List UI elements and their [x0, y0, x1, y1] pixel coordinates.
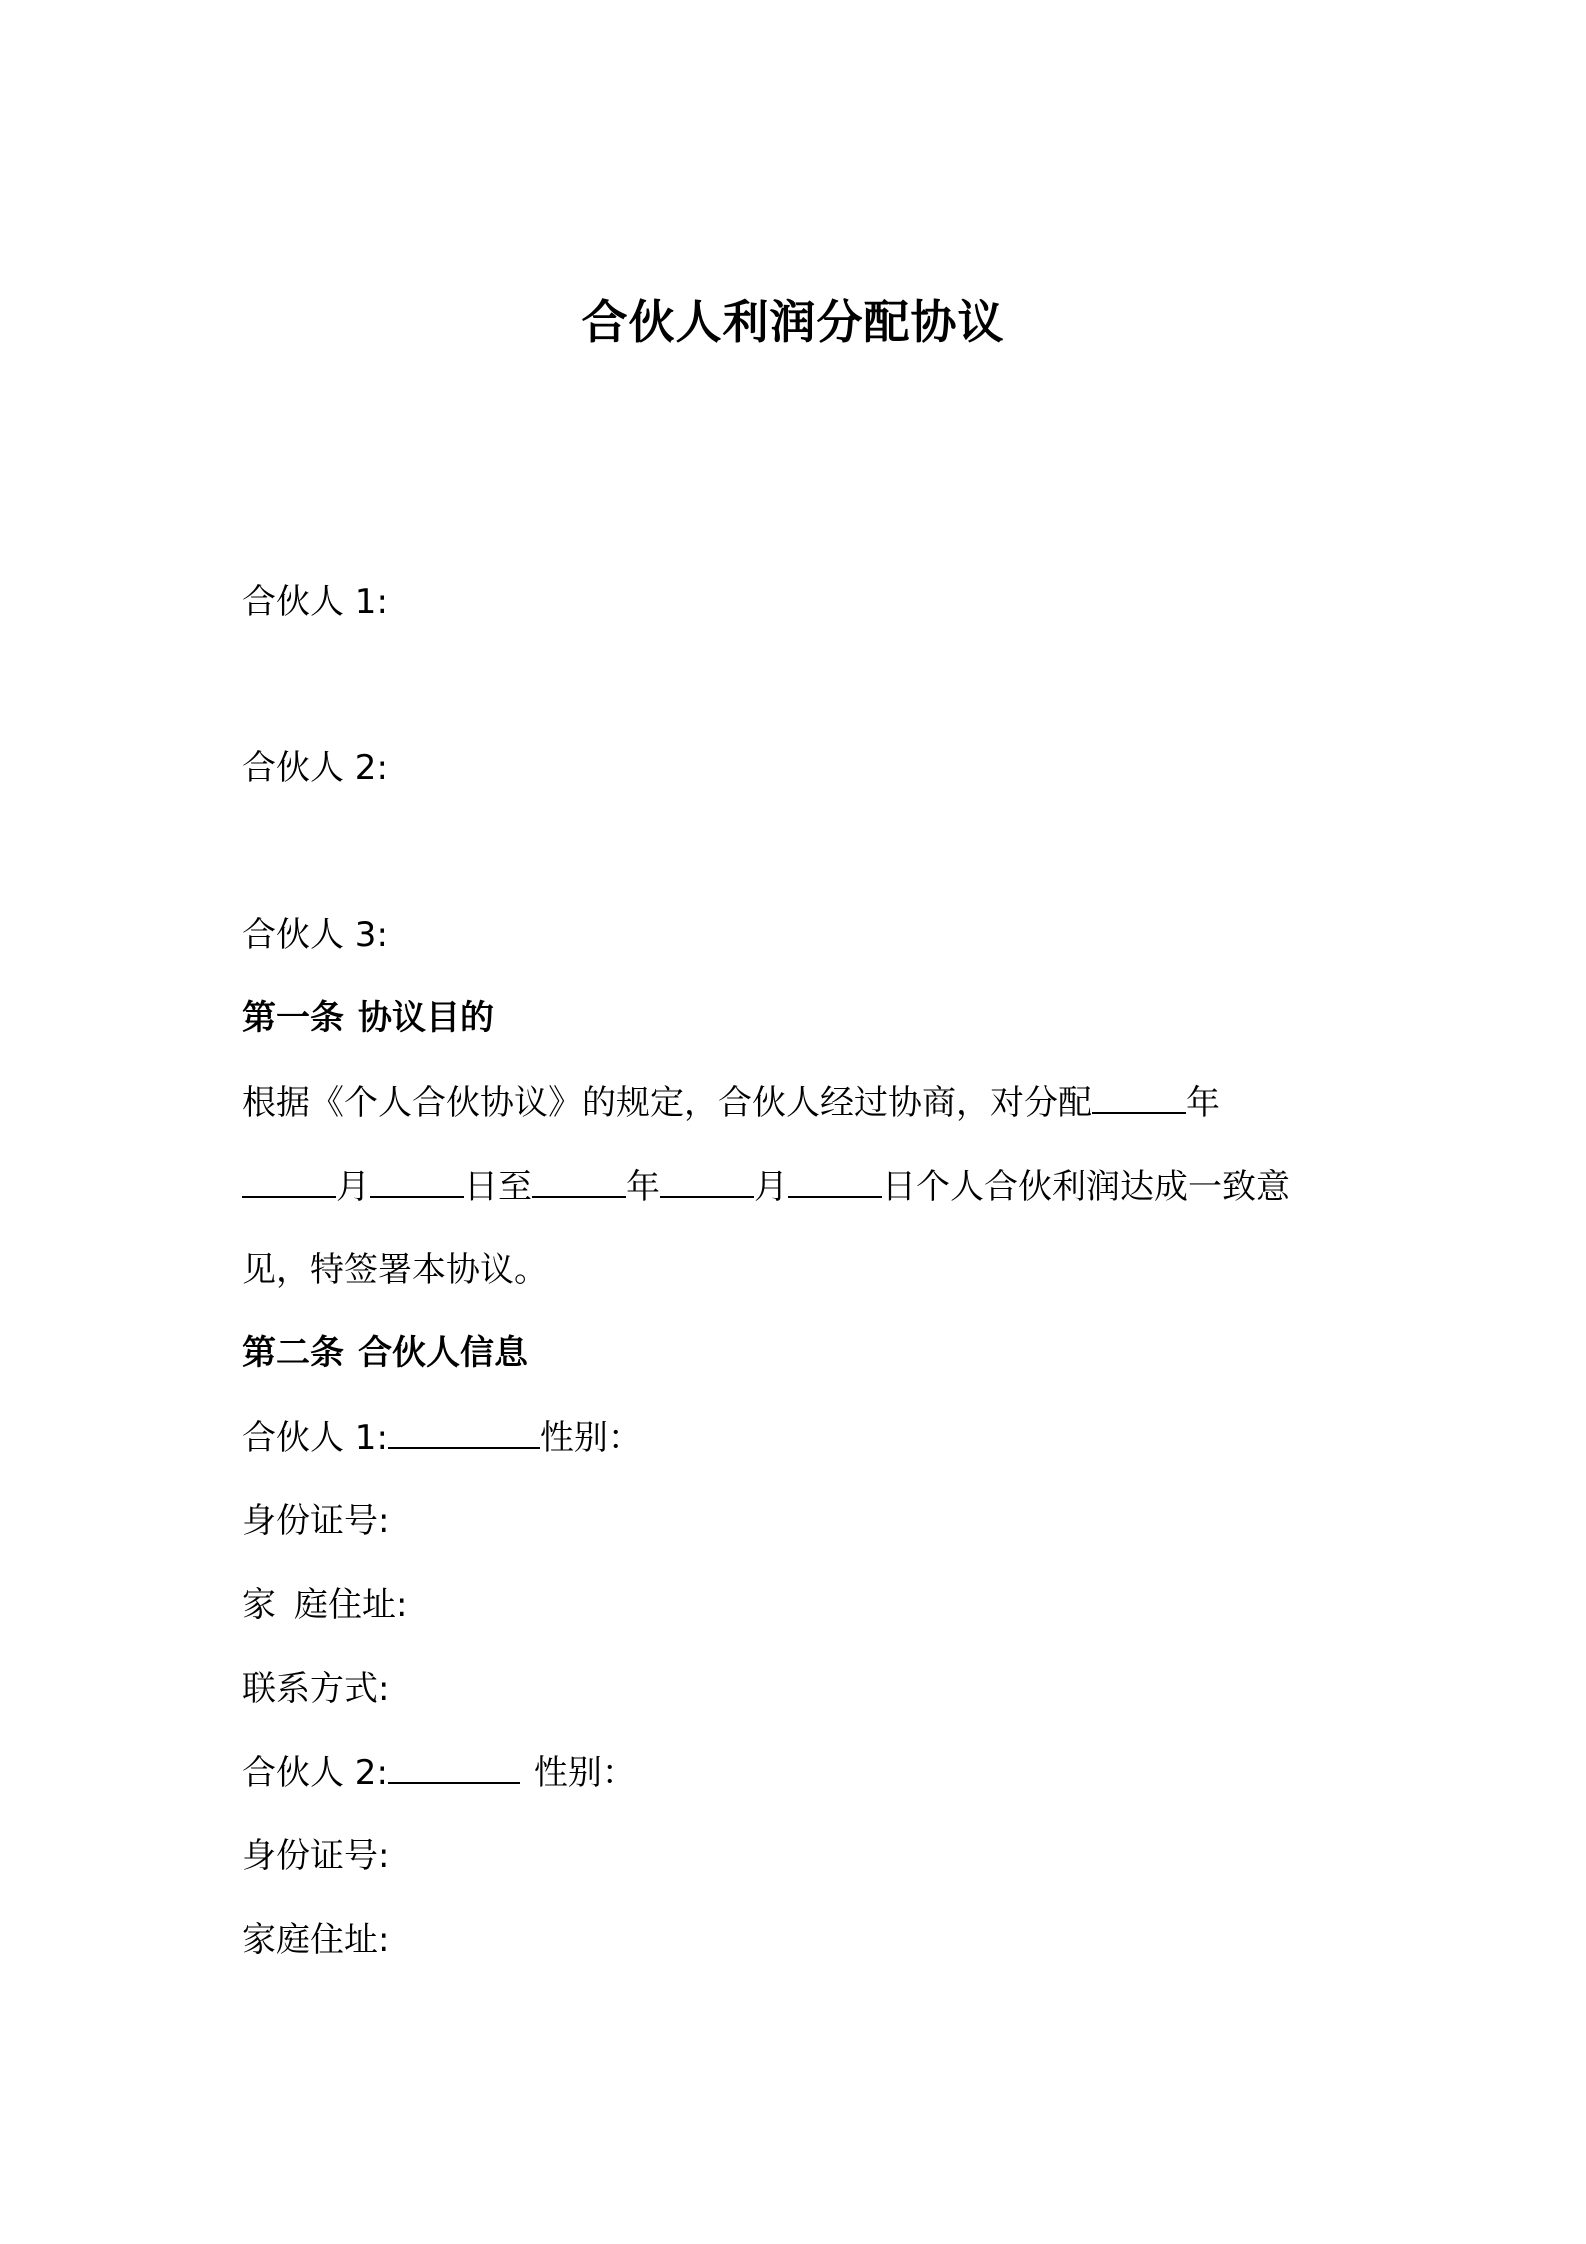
start-day-blank[interactable] — [370, 1162, 464, 1198]
partner-2-address-label: 家庭住址: — [242, 1920, 390, 1960]
article-1-line-2 — [242, 1162, 1290, 1211]
party-2-label: 合伙人 2: — [242, 748, 388, 788]
partner-1-label: 合伙人 1: — [242, 1418, 388, 1458]
gender-label: 性别： — [539, 1418, 642, 1458]
article-2-heading — [242, 1329, 528, 1377]
start-year-blank[interactable] — [1092, 1078, 1186, 1114]
article-1-heading — [242, 994, 494, 1042]
gender-label: 性别： — [533, 1753, 636, 1793]
day-to-label: 日至 — [464, 1167, 532, 1207]
partner-2-name-blank[interactable] — [388, 1748, 520, 1784]
month-label: 月 — [336, 1167, 370, 1207]
party-3-label: 合伙人 3: — [242, 915, 388, 955]
end-year-blank[interactable] — [532, 1162, 626, 1198]
end-month-blank[interactable] — [660, 1162, 754, 1198]
partner-1-name-blank[interactable] — [388, 1413, 540, 1449]
end-day-blank[interactable] — [788, 1162, 882, 1198]
day-tail-text: 日个人合伙利润达成一致意 — [882, 1167, 1290, 1207]
partner-2-row — [242, 1748, 636, 1797]
article-1-text: 根据《个人合伙协议》的规定，合伙人经过协商，对分配 — [242, 1083, 1092, 1123]
article-1-number: 第一条 — [242, 998, 344, 1038]
article-1-line-1 — [242, 1078, 1220, 1127]
article-2-number: 第二条 — [242, 1333, 344, 1373]
article-1-title: 协议目的 — [358, 998, 494, 1038]
partner-1-row — [242, 1413, 642, 1462]
partner-1-id-label: 身份证号: — [242, 1501, 390, 1541]
year-label: 年 — [1186, 1083, 1220, 1123]
year-label: 年 — [626, 1167, 660, 1207]
document-title: 合伙人利润分配协议 — [581, 295, 1005, 349]
partner-2-label: 合伙人 2: — [242, 1753, 388, 1793]
partner-1-contact-label: 联系方式: — [242, 1669, 390, 1709]
start-month-blank[interactable] — [242, 1162, 336, 1198]
article-2-title: 合伙人信息 — [358, 1333, 528, 1373]
partner-1-address-label: 家 庭住址: — [242, 1585, 408, 1625]
partner-2-id-label: 身份证号: — [242, 1836, 390, 1876]
article-1-line-3: 见，特签署本协议。 — [242, 1250, 548, 1290]
month-label: 月 — [754, 1167, 788, 1207]
party-1-label: 合伙人 1: — [242, 582, 388, 622]
